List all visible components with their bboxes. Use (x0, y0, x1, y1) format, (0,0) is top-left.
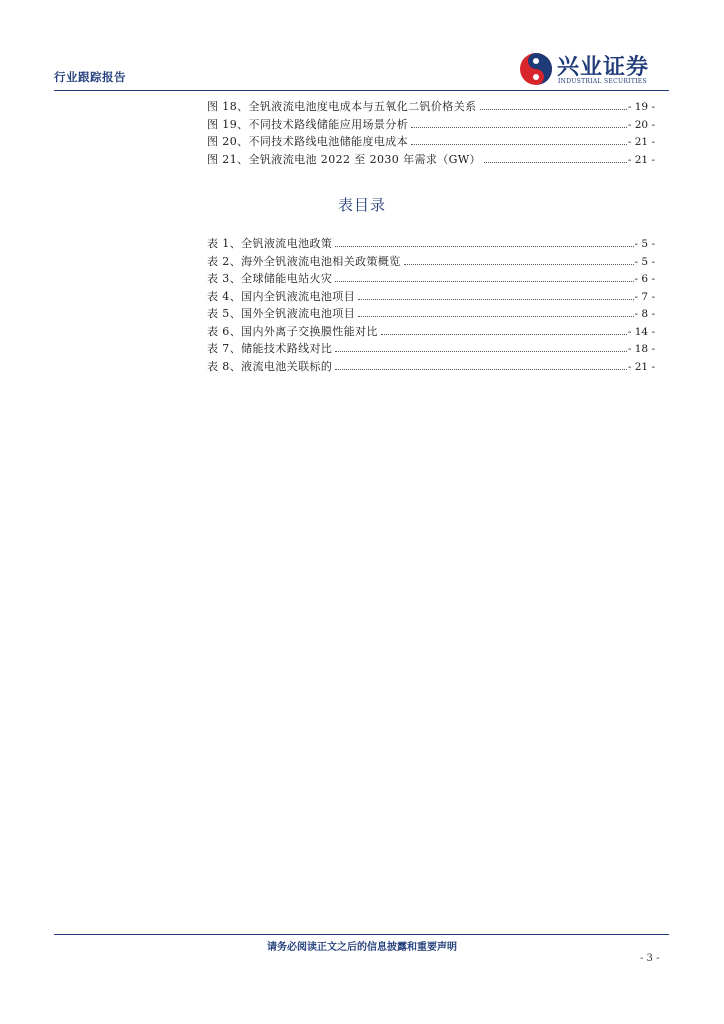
company-name-cn: 兴业证券 (557, 55, 650, 80)
toc-entry-table-7[interactable] (207, 340, 655, 358)
page-number: - 3 - (640, 953, 660, 964)
tables-toc-title: 表目录 (337, 196, 386, 214)
toc-leader-dots (335, 246, 633, 247)
toc-entry-page: - 21 - (627, 136, 655, 148)
toc-leader-dots (480, 109, 627, 110)
toc-entry-page: - 21 - (627, 153, 655, 166)
toc-leader-dots (484, 162, 627, 163)
toc-leader-dots (381, 334, 627, 335)
toc-entry-label: 图 19、不同技术路线储能应用场景分析 (207, 117, 409, 131)
toc-entry-table-6[interactable] (207, 323, 655, 341)
toc-entry-table-2[interactable] (207, 253, 655, 271)
toc-entry-label: 表 7、储能技术路线对比 (207, 342, 333, 355)
header-divider (54, 90, 669, 91)
toc-entry-table-8[interactable] (207, 358, 655, 376)
toc-leader-dots (404, 264, 634, 265)
toc-leader-dots (358, 316, 633, 317)
toc-entry-label: 表 4、国内全钒液流电池项目 (207, 289, 356, 303)
toc-entry-label: 表 1、全钒液流电池政策 (207, 237, 333, 250)
footer-divider (54, 934, 669, 935)
toc-entry-label: 表 3、全球储能电站火灾 (207, 272, 333, 285)
toc-leader-dots (411, 144, 627, 145)
toc-entry-label: 表 5、国外全钒液流电池项目 (207, 307, 356, 320)
toc-entry-page: - 5 - (634, 238, 655, 250)
toc-entry-page: - 21 - (627, 360, 655, 373)
report-type-label: 行业跟踪报告 (54, 70, 126, 84)
company-name-en: INDUSTRIAL SECURITIES (558, 78, 647, 85)
toc-leader-dots (335, 369, 627, 370)
toc-entry-label: 图 21、全钒液流电池 2022 至 2030 年需求（GW） (207, 152, 481, 166)
toc-entry-figure-20[interactable] (207, 133, 655, 151)
toc-entry-page: - 6 - (634, 273, 655, 285)
toc-entry-figure-19[interactable] (207, 116, 655, 134)
toc-entry-label: 表 6、国内外离子交换膜性能对比 (207, 324, 378, 338)
company-logo-icon (519, 52, 553, 86)
toc-entry-label: 表 2、海外全钒液流电池相关政策概览 (207, 254, 401, 268)
toc-entry-label: 图 20、不同技术路线电池储能度电成本 (207, 135, 409, 148)
toc-entry-label: 表 8、液流电池关联标的 (207, 359, 333, 373)
toc-entry-page: - 14 - (627, 325, 655, 338)
toc-entry-page: - 20 - (627, 118, 655, 131)
toc-leader-dots (411, 127, 627, 128)
toc-entry-page: - 7 - (634, 290, 655, 303)
toc-entry-table-4[interactable] (207, 288, 655, 306)
toc-leader-dots (335, 281, 633, 282)
toc-entry-page: - 5 - (634, 255, 655, 268)
toc-entry-table-1[interactable] (207, 235, 655, 253)
toc-entry-page: - 18 - (627, 343, 655, 355)
toc-leader-dots (335, 351, 627, 352)
figures-toc (207, 98, 655, 168)
tables-toc (207, 235, 655, 375)
company-logo (519, 50, 669, 90)
toc-entry-table-3[interactable] (207, 270, 655, 288)
toc-leader-dots (358, 299, 633, 300)
toc-entry-figure-21[interactable] (207, 151, 655, 169)
disclosure-notice: 请务必阅读正文之后的信息披露和重要声明 (267, 942, 457, 953)
toc-entry-figure-18[interactable] (207, 98, 655, 116)
toc-entry-table-5[interactable] (207, 305, 655, 323)
toc-entry-page: - 8 - (634, 308, 655, 320)
toc-entry-page: - 19 - (627, 101, 655, 113)
toc-entry-label: 图 18、全钒液流电池度电成本与五氧化二钒价格关系 (207, 100, 477, 113)
